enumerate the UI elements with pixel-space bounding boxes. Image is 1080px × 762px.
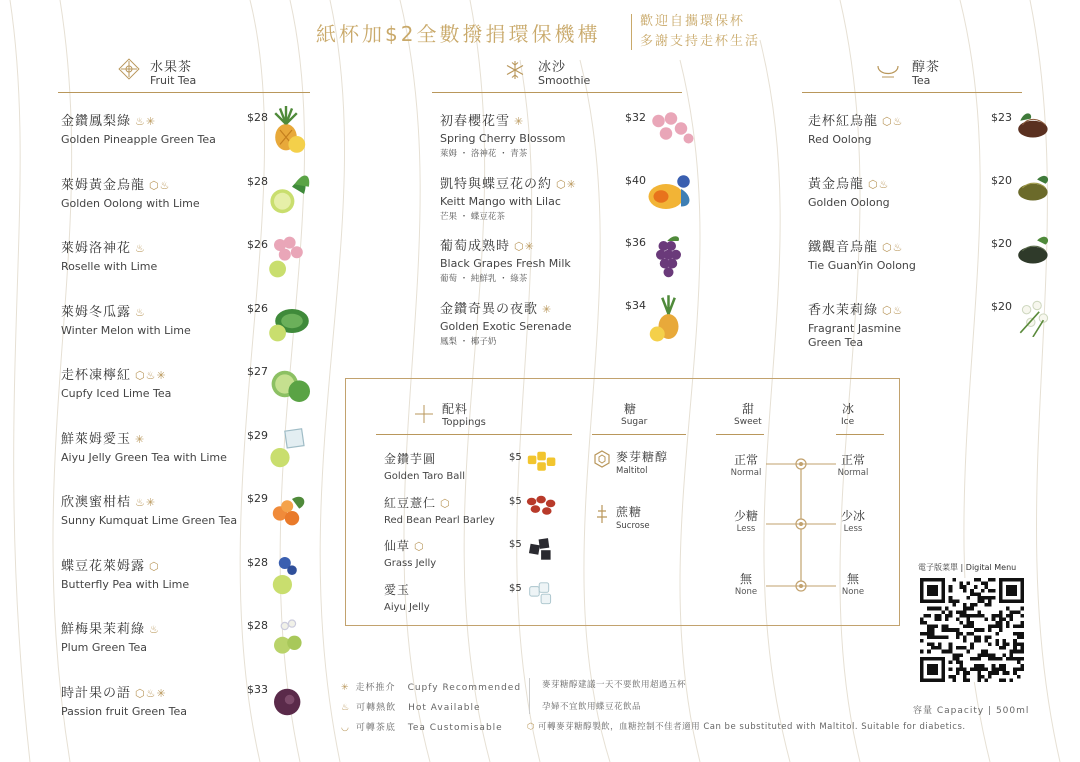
topping-illustration: [524, 579, 562, 617]
maltitol-hexagon-icon: [594, 450, 610, 468]
note-pregnant: 孕婦不宜飲用蝶豆花飲品: [542, 702, 642, 712]
topping-item[interactable]: [384, 450, 465, 482]
item-name-zh: 香水茉莉綠: [808, 303, 879, 318]
sweet-level-option[interactable]: [721, 507, 771, 534]
item-name-en: Passion fruit Green Tea: [61, 704, 187, 718]
item-price: $34: [625, 298, 646, 312]
item-price: $32: [625, 111, 646, 124]
item-name-zh: 葡萄成熟時: [440, 239, 511, 254]
sweet-title-en: Sweet: [734, 417, 762, 427]
menu-item-fruit-tea[interactable]: [61, 301, 191, 337]
sugar-title: 糖: [624, 402, 638, 416]
menu-item-fruit-tea[interactable]: [61, 491, 237, 527]
item-price: $23: [991, 111, 1012, 124]
topping-price: $5: [509, 495, 522, 507]
item-tag-icons: ✳: [542, 302, 553, 316]
legend-label-zh: 走杯推介: [355, 683, 396, 693]
topping-name-en: Golden Taro Ball: [384, 471, 465, 482]
item-tag-icons: ✳: [514, 115, 525, 128]
sweet-level-option[interactable]: [721, 451, 771, 478]
item-name-en: Cupfy Iced Lime Tea: [61, 387, 172, 400]
item-illustration: [268, 614, 316, 662]
item-name-en-line2: Green Tea: [808, 336, 864, 349]
sweet-level-zh: 少糖: [733, 509, 758, 523]
item-name: [61, 491, 237, 510]
sugar-name-zh: 麥芽糖醇: [616, 450, 669, 464]
ice-level-en: Less: [843, 524, 863, 534]
banner-sub: [640, 12, 760, 52]
item-illustration: [646, 231, 696, 281]
item-price: $36: [625, 236, 646, 249]
toppings-title: 配料: [442, 402, 469, 416]
sweet-level-en: Less: [736, 524, 756, 534]
sweet-level-en: Normal: [730, 468, 762, 478]
item-name-en: Aiyu Jelly Green Tea with Lime: [61, 450, 227, 464]
item-name: [61, 428, 227, 447]
item-price: $28: [247, 619, 268, 632]
legend-label-zh: 可轉茶底: [355, 723, 396, 733]
item-illustration: [268, 170, 316, 218]
topping-tag-icons: ⬡: [414, 540, 425, 553]
item-name-en: Golden Pineapple Green Tea: [61, 133, 216, 146]
item-name: [808, 236, 916, 255]
item-tag-icons: ✳: [135, 432, 146, 446]
item-tag-icons: ♨✳: [135, 115, 157, 128]
legend-label-zh: 可轉熱飲: [356, 703, 397, 713]
toppings-icon: [414, 404, 434, 424]
sugarcane-icon: [594, 505, 610, 523]
tea-rule: [802, 92, 1022, 93]
item-name-zh: 萊姆冬瓜露: [61, 304, 132, 320]
item-price: $27: [247, 365, 268, 378]
topping-name-en: Aiyu Jelly: [384, 601, 430, 613]
item-price: $29: [247, 428, 268, 442]
topping-name-zh: 紅豆薏仁: [384, 495, 437, 510]
item-illustration: [268, 551, 316, 599]
item-name: [61, 555, 189, 574]
item-name-en: Spring Cherry Blossom: [440, 132, 566, 145]
item-name-zh: 金鑽奇異の夜歌: [440, 301, 539, 317]
item-name-en: Keitt Mango with Lilac: [440, 194, 561, 208]
fruit-tea-icon: [118, 58, 140, 80]
snowflake-icon: [504, 59, 526, 81]
ice-rule: [836, 434, 884, 435]
item-illustration: [268, 106, 316, 154]
menu-item-fruit-tea[interactable]: [61, 618, 160, 654]
item-tag-icons: ⬡♨: [882, 241, 904, 254]
ice-title-en: Ice: [841, 417, 855, 427]
item-illustration: [1014, 232, 1056, 274]
item-tag-icons: ⬡: [149, 559, 160, 573]
item-tag-icons: ♨: [135, 242, 146, 255]
item-illustration: [1014, 295, 1056, 337]
fruit-tea-title-en: Fruit Tea: [150, 74, 197, 87]
sugar-option[interactable]: [616, 503, 650, 531]
sweet-level-zh: 無: [739, 572, 752, 586]
sugar-title-en: Sugar: [621, 417, 648, 427]
item-name-zh: 初春櫻花雪: [440, 114, 511, 129]
sweet-rule: [716, 434, 764, 435]
item-ingredients: 鳳梨 ・ 椰子奶: [440, 336, 497, 347]
sweet-level-en: None: [734, 587, 758, 597]
item-price: $29: [247, 492, 268, 505]
topping-tag-icons: ⬡: [440, 496, 451, 510]
item-name-zh: 走杯凍檸紅: [61, 368, 132, 383]
ice-level-option[interactable]: [828, 507, 878, 534]
tea-title: 醇茶: [912, 60, 941, 75]
item-illustration: [268, 233, 316, 281]
item-name-en: Winter Melon with Lime: [61, 323, 191, 337]
item-name-en: Plum Green Tea: [61, 641, 148, 654]
item-name-en: Butterfly Pea with Lime: [61, 577, 190, 591]
banner-sub-line1: 歡迎自攜環保杯: [640, 14, 746, 29]
item-price: $26: [247, 301, 268, 315]
item-price: $20: [991, 237, 1012, 250]
item-price: $28: [247, 111, 268, 124]
fruit-tea-rule: [58, 92, 310, 93]
item-illustration: [268, 487, 316, 535]
menu-item-tea[interactable]: [808, 110, 903, 146]
menu-item-smoothie[interactable]: [440, 110, 566, 159]
item-illustration: [646, 169, 696, 219]
item-illustration: [268, 678, 316, 726]
topping-name: [384, 581, 430, 598]
topping-name-zh: 金鑽芋圓: [384, 452, 437, 466]
banner-sub-line2: 多謝支持走杯生活: [640, 34, 761, 49]
legend-label-en: Cupfy Recommended: [407, 683, 522, 693]
item-name-zh: 鮮萊姆愛玉: [61, 431, 132, 447]
ice-level-zh: 正常: [840, 453, 865, 467]
item-name-zh: 蝶豆花萊姆露: [61, 558, 146, 574]
item-name-en: Roselle with Lime: [61, 260, 158, 273]
item-price: $28: [247, 174, 268, 188]
item-tag-icons: ♨✳: [135, 496, 157, 509]
item-name-en: Golden Oolong: [808, 196, 890, 209]
ice-level-en: None: [841, 587, 865, 597]
ice-level-zh: 無: [846, 572, 859, 586]
topping-price: $5: [509, 582, 522, 594]
item-price: $20: [991, 174, 1012, 187]
item-illustration: [1014, 106, 1056, 148]
item-name-zh: 金鑽鳳梨綠: [61, 114, 132, 129]
capacity-label: 容量 Capacity | 500ml: [913, 706, 1030, 716]
item-name-en: Tie GuanYin Oolong: [808, 259, 916, 272]
menu-item-tea[interactable]: [808, 299, 903, 349]
item-ingredients: 葡萄 ・ 純鮮乳 ・ 綠茶: [440, 274, 528, 284]
item-tag-icons: ♨: [135, 305, 146, 319]
item-name: [440, 173, 577, 192]
item-name-zh: 鮮梅果茉莉綠: [61, 622, 146, 637]
menu-item-smoothie[interactable]: [440, 173, 577, 222]
menu-item-tea[interactable]: [808, 236, 916, 272]
topping-price: $5: [509, 539, 522, 550]
topping-illustration: [524, 492, 562, 530]
sugar-name-en: Maltitol: [616, 466, 648, 476]
item-name-zh: 萊姆黃金烏龍: [61, 177, 146, 193]
item-tag-icons: ⬡♨✳: [135, 369, 167, 382]
item-illustration: [268, 297, 316, 345]
item-tag-icons: ⬡♨: [882, 304, 904, 317]
legend-item: [341, 720, 503, 733]
tea-cup-icon: [876, 62, 900, 80]
item-price: $40: [625, 173, 646, 187]
note-maltitol-sub-text: 可轉麥芽糖醇製飲，血糖控制不佳者適用 Can be substituted with Maltitol. Suitable for diabetics.: [538, 722, 966, 732]
item-name-zh: 鐵觀音烏龍: [808, 240, 879, 255]
item-name-zh: 時計果の語: [61, 685, 132, 701]
note-maltitol-limit: 麥芽糖醇建議一天不要飲用超過五杯: [542, 680, 687, 690]
item-name: [61, 682, 187, 701]
sugar-rule: [592, 434, 686, 435]
sweet-level-option[interactable]: [721, 570, 771, 597]
topping-name-zh: 愛玉: [384, 582, 411, 597]
item-price: $33: [247, 682, 268, 696]
legend-icon: ◡: [341, 723, 350, 733]
sweet-title: 甜: [742, 402, 756, 416]
item-price: $28: [247, 555, 268, 569]
legend-icon: ✳: [341, 683, 350, 693]
sweet-ice-line-3: [766, 585, 836, 587]
smoothie-rule: [432, 92, 682, 93]
topping-illustration: [524, 448, 562, 486]
topping-item[interactable]: [384, 494, 495, 526]
topping-name-en: Red Bean Pearl Barley: [384, 514, 495, 526]
item-price: $26: [247, 238, 268, 251]
menu-item-fruit-tea[interactable]: [61, 682, 187, 718]
item-illustration: [646, 294, 696, 344]
item-name-en: Sunny Kumquat Lime Green Tea: [61, 514, 238, 527]
qr-code[interactable]: [920, 578, 1024, 682]
ice-level-zh: 少冰: [840, 509, 865, 523]
ice-level-en: Normal: [837, 468, 869, 478]
ice-level-option[interactable]: [828, 570, 878, 597]
menu-item-fruit-tea[interactable]: [61, 110, 216, 146]
item-name-zh: 凱特與蝶豆花の約: [440, 176, 553, 192]
item-name-zh: 黃金烏龍: [808, 177, 865, 192]
note-maltitol-sub: [527, 720, 966, 732]
item-price: $20: [991, 300, 1012, 313]
menu-item-tea[interactable]: [808, 173, 890, 209]
topping-name: [384, 494, 495, 511]
legend-icon: ♨: [341, 703, 351, 713]
item-name-en: Golden Oolong with Lime: [61, 196, 200, 210]
topping-illustration: [524, 535, 562, 573]
item-name-zh: 欣澳蜜柑桔: [61, 495, 132, 510]
menu-item-fruit-tea[interactable]: [61, 428, 227, 464]
item-name: [808, 110, 903, 129]
legend-item: [341, 680, 521, 693]
item-name: [61, 174, 200, 193]
item-illustration: [268, 360, 316, 408]
legend-divider: [529, 678, 530, 714]
item-ingredients: 萊姆 ・ 洛神花 ・ 青茶: [440, 149, 528, 159]
smoothie-title: 冰沙: [538, 60, 567, 75]
topping-name-en: Grass Jelly: [384, 558, 437, 569]
sweet-ice-line-2: [766, 523, 836, 525]
sweet-level-zh: 正常: [733, 453, 758, 467]
fruit-tea-title: 水果茶: [150, 60, 193, 75]
sweet-ice-line-1: [766, 463, 836, 465]
item-name-en: Golden Exotic Serenade: [440, 319, 572, 333]
item-name: [61, 237, 157, 256]
item-name: [440, 110, 566, 129]
item-name-zh: 走杯紅烏龍: [808, 114, 879, 129]
topping-name: [384, 450, 465, 467]
item-name: [61, 301, 191, 320]
tea-title-en: Tea: [912, 74, 931, 87]
item-name-en: Black Grapes Fresh Milk: [440, 257, 571, 270]
menu-item-fruit-tea[interactable]: [61, 174, 200, 210]
item-tag-icons: ⬡♨: [868, 178, 890, 191]
legend-label-en: Hot Available: [408, 703, 481, 713]
item-name: [808, 299, 903, 318]
item-tag-icons: ⬡♨✳: [135, 686, 167, 700]
item-name: [440, 235, 571, 254]
item-name: [61, 364, 171, 383]
banner-main: 紙杯加$2全數撥捐環保機構: [316, 22, 601, 46]
item-name: [808, 173, 890, 192]
item-tag-icons: ♨: [149, 623, 160, 636]
menu-item-fruit-tea[interactable]: [61, 364, 171, 400]
sugar-name-en: Sucrose: [616, 521, 650, 531]
topping-name: [384, 537, 436, 554]
banner-divider: [631, 14, 632, 50]
sweet-ice-scale: [786, 452, 816, 598]
legend-label-en: Tea Customisable: [407, 723, 503, 733]
item-illustration: [1014, 169, 1056, 211]
ice-title: 冰: [842, 402, 856, 416]
item-name-en: Fragrant Jasmine: [808, 322, 902, 335]
item-tag-icons: ⬡♨: [882, 115, 904, 128]
menu-item-smoothie[interactable]: [440, 235, 571, 284]
smoothie-title-en: Smoothie: [538, 74, 591, 87]
item-name: [61, 110, 216, 129]
topping-name-zh: 仙草: [384, 539, 411, 553]
legend-item: [341, 700, 481, 713]
sugar-option[interactable]: [616, 448, 668, 476]
digital-menu-label: 電子版菜單 | Digital Menu: [918, 563, 1017, 572]
sugar-name-zh: 蔗糖: [616, 505, 643, 519]
topping-item[interactable]: [384, 581, 430, 613]
item-tag-icons: ⬡✳: [514, 240, 535, 253]
item-name: [440, 298, 572, 317]
toppings-title-en: Toppings: [442, 417, 486, 428]
item-ingredients: 芒果 ・ 蝶豆花茶: [440, 211, 505, 222]
item-tag-icons: ⬡✳: [556, 177, 577, 191]
item-illustration: [646, 106, 696, 156]
toppings-rule: [376, 434, 572, 435]
item-name: [61, 618, 160, 637]
hexagon-icon: ⬡: [527, 722, 535, 732]
ice-level-option[interactable]: [828, 451, 878, 478]
topping-price: $5: [509, 452, 522, 463]
menu-item-smoothie[interactable]: [440, 298, 572, 347]
item-illustration: [268, 424, 316, 472]
item-name-zh: 萊姆洛神花: [61, 241, 132, 256]
menu-item-fruit-tea[interactable]: [61, 237, 157, 273]
menu-item-fruit-tea[interactable]: [61, 555, 189, 591]
item-name-en: Red Oolong: [808, 133, 872, 146]
topping-item[interactable]: [384, 537, 436, 569]
item-tag-icons: ⬡♨: [149, 178, 171, 192]
